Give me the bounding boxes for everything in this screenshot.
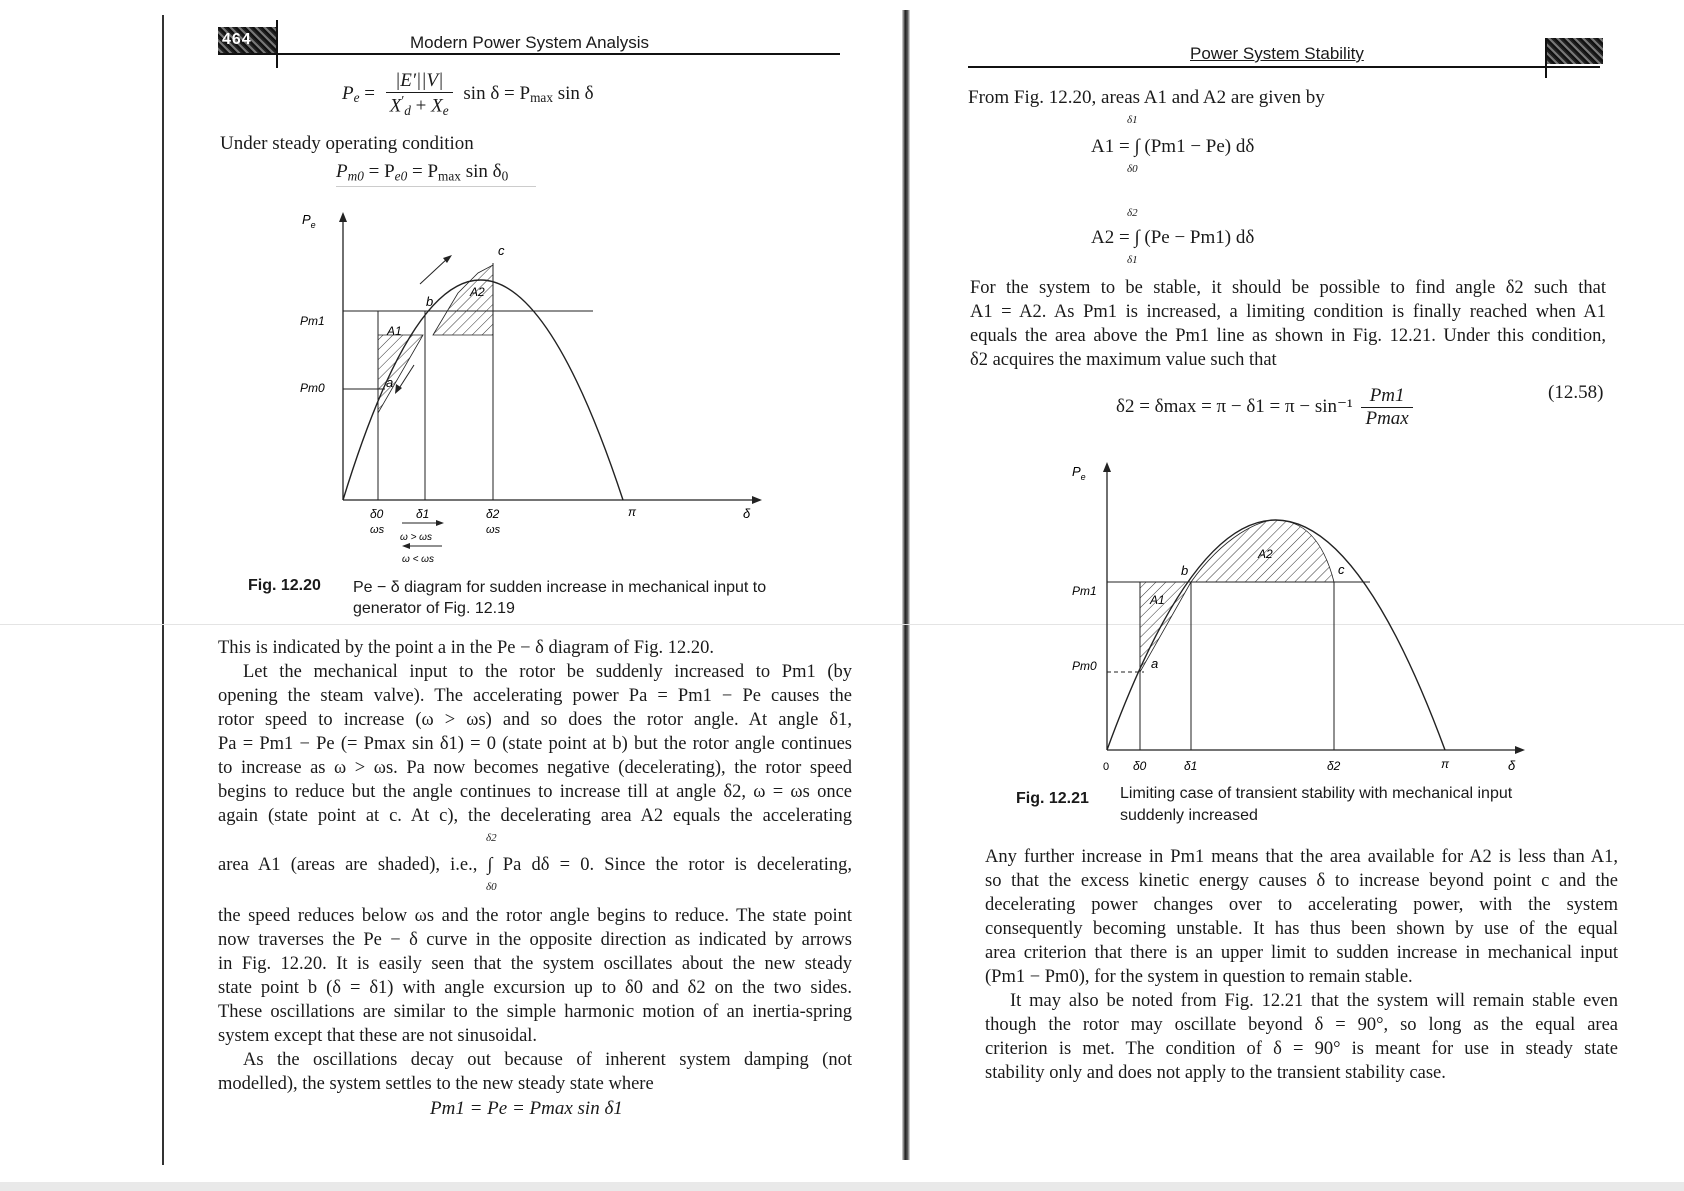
area-a1-label: A1 [387, 324, 402, 338]
figure-12-20 [290, 200, 770, 570]
point-a-label: a [1151, 656, 1159, 671]
figure-12-21 [1060, 450, 1540, 770]
y-axis-arrow [1103, 462, 1111, 472]
equation-a1: A1 = ∫ (Pm1 − Pe) dδ [1091, 136, 1255, 157]
header-rule-right [968, 66, 1600, 68]
x-axis-arrow [1515, 746, 1525, 754]
steady-intro: Under steady operating condition [220, 133, 474, 154]
arrow-right-head [436, 520, 444, 526]
area-a2-label: A2 [1258, 547, 1273, 561]
running-header: Modern Power System Analysis [410, 33, 650, 52]
header-tick [276, 20, 278, 68]
area-a2-shade [433, 265, 493, 335]
integral-upper-limit: δ2 [486, 832, 497, 844]
equation-delta-max: δ2 = δmax = π − δ1 = π − sin⁻¹ $\frac{Pm1}{Pmax}$ [1116, 385, 1413, 430]
area-integral-line: area A1 (areas are shaded), i.e., ∫ Pa dδ = 0. Since the rotor is decelerating, [218, 855, 852, 875]
a2-upper-limit: δ2 [1127, 207, 1138, 219]
tick-delta: δ [1508, 758, 1516, 770]
pm1-label: Pm1 [300, 314, 325, 328]
scan-bottom-band [0, 1182, 1684, 1191]
arrow-up-curve [420, 258, 448, 284]
pm0-label: Pm0 [300, 381, 325, 395]
point-c-label: c [498, 243, 505, 258]
a1-upper-limit: δ1 [1127, 114, 1138, 126]
point-a-label: a [386, 375, 394, 390]
point-c-label: c [1338, 562, 1345, 577]
tick-delta0: δ0 [370, 507, 384, 521]
x-axis-arrow [752, 496, 762, 504]
area-a1-label: A1 [1150, 593, 1165, 607]
omega-s-2: ωs [486, 524, 501, 536]
equation-pe: $P_e$ = $\frac{|E'||V|}{X'_d + X_e}$ $\sin \delta = P_{max}$ sin δ [342, 70, 594, 118]
y-axis-arrow [339, 212, 347, 222]
pm0-label: Pm0 [1072, 659, 1097, 673]
fig-12-20-label: Fig. 12.20 [248, 577, 321, 594]
area-a2-label: A2 [470, 285, 485, 299]
fig-12-21-caption: Limiting case of transient stability with mechanical input suddenly increased [1120, 785, 1513, 824]
tick-delta2: δ2 [486, 507, 500, 521]
fig-12-20-caption: Pe − δ diagram for sudden increase in mechanical input to generator of Fig. 12.19 [353, 579, 767, 617]
omega-lt-label: ω < ωs [402, 554, 434, 565]
final-equation: Pm1 = Pe = Pmax sin δ1 [430, 1098, 623, 1119]
page-number: 464 [222, 31, 252, 48]
book-spine [902, 10, 910, 1160]
integral-lower-limit: δ0 [486, 881, 497, 893]
page-edge-left [162, 15, 164, 1165]
tick-delta2: δ2 [1327, 759, 1341, 770]
omega-s-1: ωs [370, 524, 385, 536]
running-header-right: Power System Stability [1190, 44, 1364, 63]
fig-12-21-label: Fig. 12.21 [1016, 790, 1089, 807]
omega-gt-label: ω > ωs [400, 532, 432, 543]
equation-steady: $P_{m0} = P_{e0} = P_{max}$ $\sin \delta_0$ [336, 161, 509, 184]
point-b-label: b [1181, 563, 1189, 578]
header-rule [218, 53, 840, 55]
y-axis-label: $P_e$ [1072, 464, 1086, 482]
tick-zero: 0 [1103, 761, 1110, 770]
tick-pi: π [628, 505, 637, 519]
areas-intro: From Fig. 12.20, areas A1 and A2 are given by [968, 87, 1325, 108]
tick-delta1: δ1 [1184, 759, 1198, 770]
a1-lower-limit: δ0 [1127, 163, 1138, 175]
tick-pi: π [1441, 757, 1450, 770]
equation-a2: A2 = ∫ (Pe − Pm1) dδ [1091, 227, 1255, 248]
a2-lower-limit: δ1 [1127, 254, 1138, 266]
pm1-label: Pm1 [1072, 584, 1097, 598]
tick-delta0: δ0 [1133, 759, 1147, 770]
area-a1-shade [378, 335, 423, 413]
header-tick-right [1545, 38, 1547, 78]
point-b-label: b [426, 294, 434, 309]
area-a1-shade [1140, 582, 1191, 672]
scan-rule [336, 186, 536, 187]
tick-delta: δ [743, 506, 751, 521]
tick-delta1: δ1 [416, 507, 430, 521]
page-badge-right [1545, 38, 1603, 64]
arrow-left-head [402, 543, 410, 549]
equation-number: (12.58) [1548, 382, 1604, 403]
y-axis-label: $P_e$ [302, 212, 316, 230]
